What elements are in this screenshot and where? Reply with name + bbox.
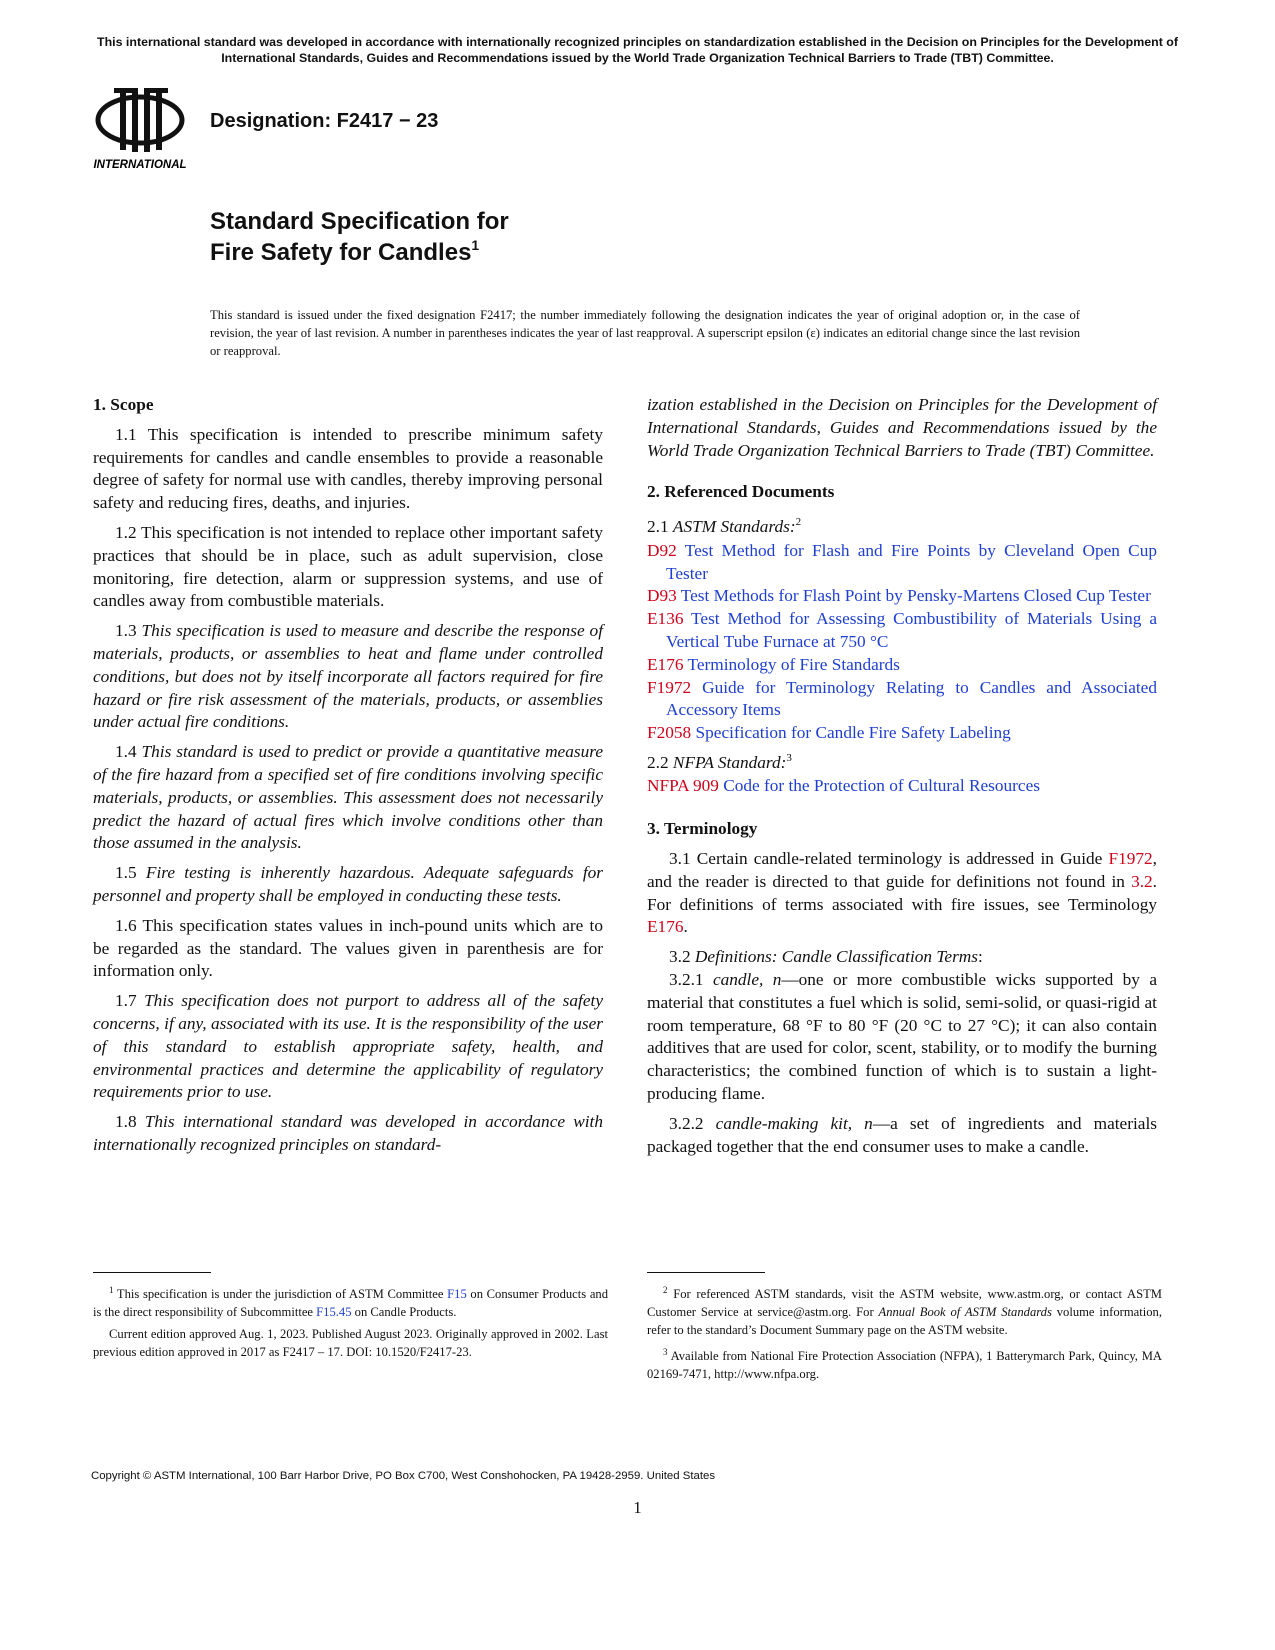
ref-f2058-code[interactable]: F2058 — [647, 723, 692, 743]
ref-e136-title[interactable]: Test Method for Assessing Combustibility of Materials Using a Vertical Tube Furnace at 750 °C — [666, 609, 1157, 651]
para-1-3 — [93, 620, 603, 734]
para-1-4-text: This standard is used to predict or provide a quantitative measure of the fire hazard from a specified set of fire conditions involving specific materials, products, or assemblies. This assessment does not necessarily predict the hazard of actual fires which involve conditions other than those assumed in the analysis. — [93, 742, 603, 853]
ref-e176-code[interactable]: E176 — [647, 654, 684, 674]
astm-footnote-ref[interactable]: 2 — [795, 516, 802, 529]
astm-logo-mark — [98, 88, 182, 152]
link-f15-45[interactable]: F15.45 — [316, 1305, 352, 1320]
ref-e136 — [647, 608, 1157, 654]
ref-d92-code[interactable]: D92 — [647, 540, 677, 560]
para-1-3-num: 1.3 — [115, 621, 142, 641]
footnote-3-text: Available from National Fire Protection Association (NFPA), 1 Batterymarch Park, Quincy, MA 02169-7471, http://www.nfpa.org. — [647, 1349, 1162, 1382]
title-footnote-ref[interactable]: 1 — [471, 237, 480, 253]
para-3-2-num: 3.2 — [669, 947, 695, 967]
footnote-1-b: on Consumer Products and is the direct responsibility of Subcommittee — [93, 1287, 608, 1320]
section-3-heading: 3. Terminology — [647, 819, 758, 839]
para-1-7-num: 1.7 — [115, 991, 145, 1011]
nfpa-standard-num: 2.2 — [647, 752, 673, 772]
right-column — [647, 394, 1157, 1165]
title-line-2 — [210, 237, 509, 268]
ref-d93-title[interactable]: Test Methods for Flash Point by Pensky-Martens Closed Cup Tester — [680, 586, 1151, 606]
page-number: 1 — [633, 1498, 642, 1517]
footnote-1-a: This specification is under the jurisdiction of ASTM Committee — [113, 1287, 448, 1302]
para-1-7 — [93, 990, 603, 1104]
para-1-8-num: 1.8 — [115, 1112, 145, 1132]
footnote-1 — [93, 1281, 608, 1321]
para-3-2-2-text: —a set of ingredients and materials packaged together that the end consumer uses to make a candle. — [647, 1113, 1157, 1156]
para-1-5-num: 1.5 — [115, 863, 146, 883]
section-2-heading: 2. Referenced Documents — [647, 482, 835, 502]
para-3-1-d: . — [683, 917, 688, 937]
ref-d92 — [647, 540, 1157, 586]
nfpa-standard-heading — [647, 747, 1157, 775]
para-3-2-colon: : — [978, 947, 983, 967]
ref-f1972-code[interactable]: F1972 — [647, 677, 692, 697]
footnote-3-marker: 3 — [663, 1347, 668, 1358]
nfpa-standard-label: NFPA Standard: — [672, 752, 787, 772]
ref-d93 — [647, 585, 1157, 608]
title-line-1: Standard Specification for — [210, 208, 509, 235]
ref-nfpa-909-code[interactable]: NFPA 909 — [647, 776, 719, 796]
astm-logo — [92, 86, 190, 176]
footnote-2-marker: 2 — [663, 1285, 668, 1295]
para-3-2-2-num: 3.2.2 — [669, 1113, 716, 1133]
para-3-1-b: , and the reader is directed to that guide for definitions not found in — [647, 849, 1157, 891]
footnote-2-italic: Annual Book of ASTM Standards — [878, 1305, 1052, 1320]
section-1-heading: 1. Scope — [93, 395, 154, 414]
para-1-5-text: Fire testing is inherently hazardous. Adequate safeguards for personnel and property shall be employed in conducting these tests. — [93, 863, 604, 905]
astm-standards-num: 2.1 — [647, 516, 673, 536]
para-3-1-a: 3.1 Certain candle-related terminology is addressed in Guide — [669, 849, 1109, 869]
ref-f2058-title[interactable]: Specification for Candle Fire Safety Labeling — [695, 723, 1011, 743]
para-1-4 — [93, 741, 603, 855]
ref-d92-title[interactable]: Test Method for Flash and Fire Points by Cleveland Open Cup Tester — [666, 540, 1157, 583]
para-1-5 — [93, 862, 603, 908]
para-3-1-c: . For definitions of terms associated with fire issues, see Terminology — [647, 871, 1157, 914]
document-title — [210, 206, 509, 268]
astm-standards-heading — [647, 511, 1157, 539]
footnote-2-b: volume information, refer to the standard’s Document Summary page on the ASTM website. — [647, 1305, 1162, 1338]
para-3-2-1-text: —one or more combustible wicks supported by a material that constitutes a fuel which is solid, semi-solid, or quasi-rigid at room temperature, 68 °F to 80 °F (20 °C to 27 °C); it can also contain additives that are used for color, scent, stability, or to modify the burning characteristics; the combined function of which is to sustain a light-producing flame. — [647, 970, 1157, 1104]
ref-nfpa-909 — [647, 775, 1157, 798]
para-3-2-1-num: 3.2.1 — [669, 970, 713, 990]
left-column — [93, 394, 603, 1164]
link-f1972[interactable]: F1972 — [1108, 849, 1153, 869]
astm-standards-label: ASTM Standards: — [672, 516, 796, 536]
ref-f1972 — [647, 677, 1157, 723]
footnote-3 — [647, 1343, 1162, 1383]
footnotes-right — [647, 1272, 1162, 1387]
wto-notice: This international standard was developed in accordance with internationally recognized principles on standardization established in the Decision on Principles for the Development of International Standards, Guides and Recommendations issued by the World Trade Organization Technical Barriers to Trade (TBT) Committee. — [97, 35, 1178, 65]
footnote-1-c: on Candle Products. — [351, 1305, 457, 1320]
designation: Designation: F2417 − 23 — [210, 110, 439, 132]
para-3-2-1 — [647, 969, 1157, 1106]
para-1-1: 1.1 This specification is intended to prescribe minimum safety requirements for candles and candle ensembles to provide a reasonable degree of safety for normal use with candles, thereby improving personal safety and reducing fires, deaths, and injuries. — [93, 424, 603, 513]
ref-e176 — [647, 654, 1157, 677]
ref-e136-code[interactable]: E136 — [647, 609, 684, 629]
link-e176[interactable]: E176 — [647, 917, 684, 937]
para-1-6: 1.6 This specification states values in inch-pound units which are to be regarded as the standard. The values given in parenthesis are for information only. — [93, 915, 603, 981]
footnote-rule-left — [93, 1272, 211, 1273]
para-1-7-text: This specification does not purport to address all of the safety concerns, if any, associated with its use. It is the responsibility of the user of this standard to establish appropriate safety, health, and environmental practices and determine the applicability of regulatory requirements prior to use. — [93, 991, 603, 1102]
nfpa-footnote-ref[interactable]: 3 — [786, 751, 792, 764]
footnote-2-a: For referenced ASTM standards, visit the ASTM website, www.astm.org, or contact ASTM Customer Service at service@astm.org. For — [647, 1287, 1162, 1320]
ref-nfpa-909-title[interactable]: Code for the Protection of Cultural Resources — [723, 776, 1040, 796]
para-1-2: 1.2 This specification is not intended to replace other important safety practices that should be in place, such as adult supervision, close monitoring, fire detection, alarm or suppression systems, and use of candles away from combustible materials. — [93, 522, 603, 611]
ref-d93-code[interactable]: D93 — [647, 586, 677, 606]
footnote-1-marker: 1 — [109, 1285, 114, 1295]
para-1-8 — [93, 1111, 603, 1157]
para-3-2 — [647, 946, 1157, 969]
para-1-8-text: This international standard was developed in accordance with internationally recognized principles on standard- — [93, 1112, 603, 1154]
footnote-1-edition: Current edition approved Aug. 1, 2023. Published August 2023. Originally approved in 2002. Last previous edition approved in 2017 as F2417 – 17. DOI: 10.1520/F2417-23. — [93, 1327, 608, 1360]
para-3-2-2 — [647, 1113, 1157, 1159]
title-line-2-text: Fire Safety for Candles — [210, 239, 472, 266]
para-3-2-2-term: candle-making kit, n — [715, 1113, 873, 1133]
astm-logo-text: INTERNATIONAL — [93, 159, 187, 171]
footnotes-left — [93, 1272, 608, 1365]
para-1-4-num: 1.4 — [115, 742, 142, 762]
para-3-2-1-term: candle, n — [712, 970, 782, 990]
link-f15[interactable]: F15 — [447, 1287, 467, 1302]
para-3-1 — [647, 848, 1157, 939]
footnote-2 — [647, 1281, 1162, 1339]
ref-f1972-title[interactable]: Guide for Terminology Relating to Candles and Associated Accessory Items — [666, 677, 1157, 720]
copyright: Copyright © ASTM International, 100 Barr Harbor Drive, PO Box C700, West Conshohocken, PA 19428-2959. United States — [91, 1470, 716, 1482]
ref-e176-title[interactable]: Terminology of Fire Standards — [687, 654, 900, 674]
para-3-2-text: Definitions: Candle Classification Terms — [694, 947, 979, 967]
footnote-rule-right — [647, 1272, 765, 1273]
link-3-2[interactable]: 3.2 — [1131, 871, 1153, 891]
para-1-8-continued — [647, 394, 1157, 462]
para-1-8-continued-text: ization established in the Decision on Principles for the Development of International Standards, Guides and Recommendations issued by the World Trade Organization Technical Barriers to Trade (TBT) Committee. — [647, 395, 1157, 460]
issued-note: This standard is issued under the fixed designation F2417; the number immediately following the designation indicates the year of original adoption or, in the case of revision, the year of last revision. A number in parentheses indicates the year of last reapproval. A superscript epsilon (ε) indicates an editorial change since the last revision or reapproval. — [210, 308, 1080, 358]
ref-f2058 — [647, 722, 1157, 745]
para-1-3-text: This specification is used to measure and describe the response of materials, products, or assemblies to heat and flame under controlled conditions, but does not by itself incorporate all factors required for fire hazard or fire risk assessment of the materials, products, or assemblies under actual fire conditions. — [93, 621, 603, 732]
